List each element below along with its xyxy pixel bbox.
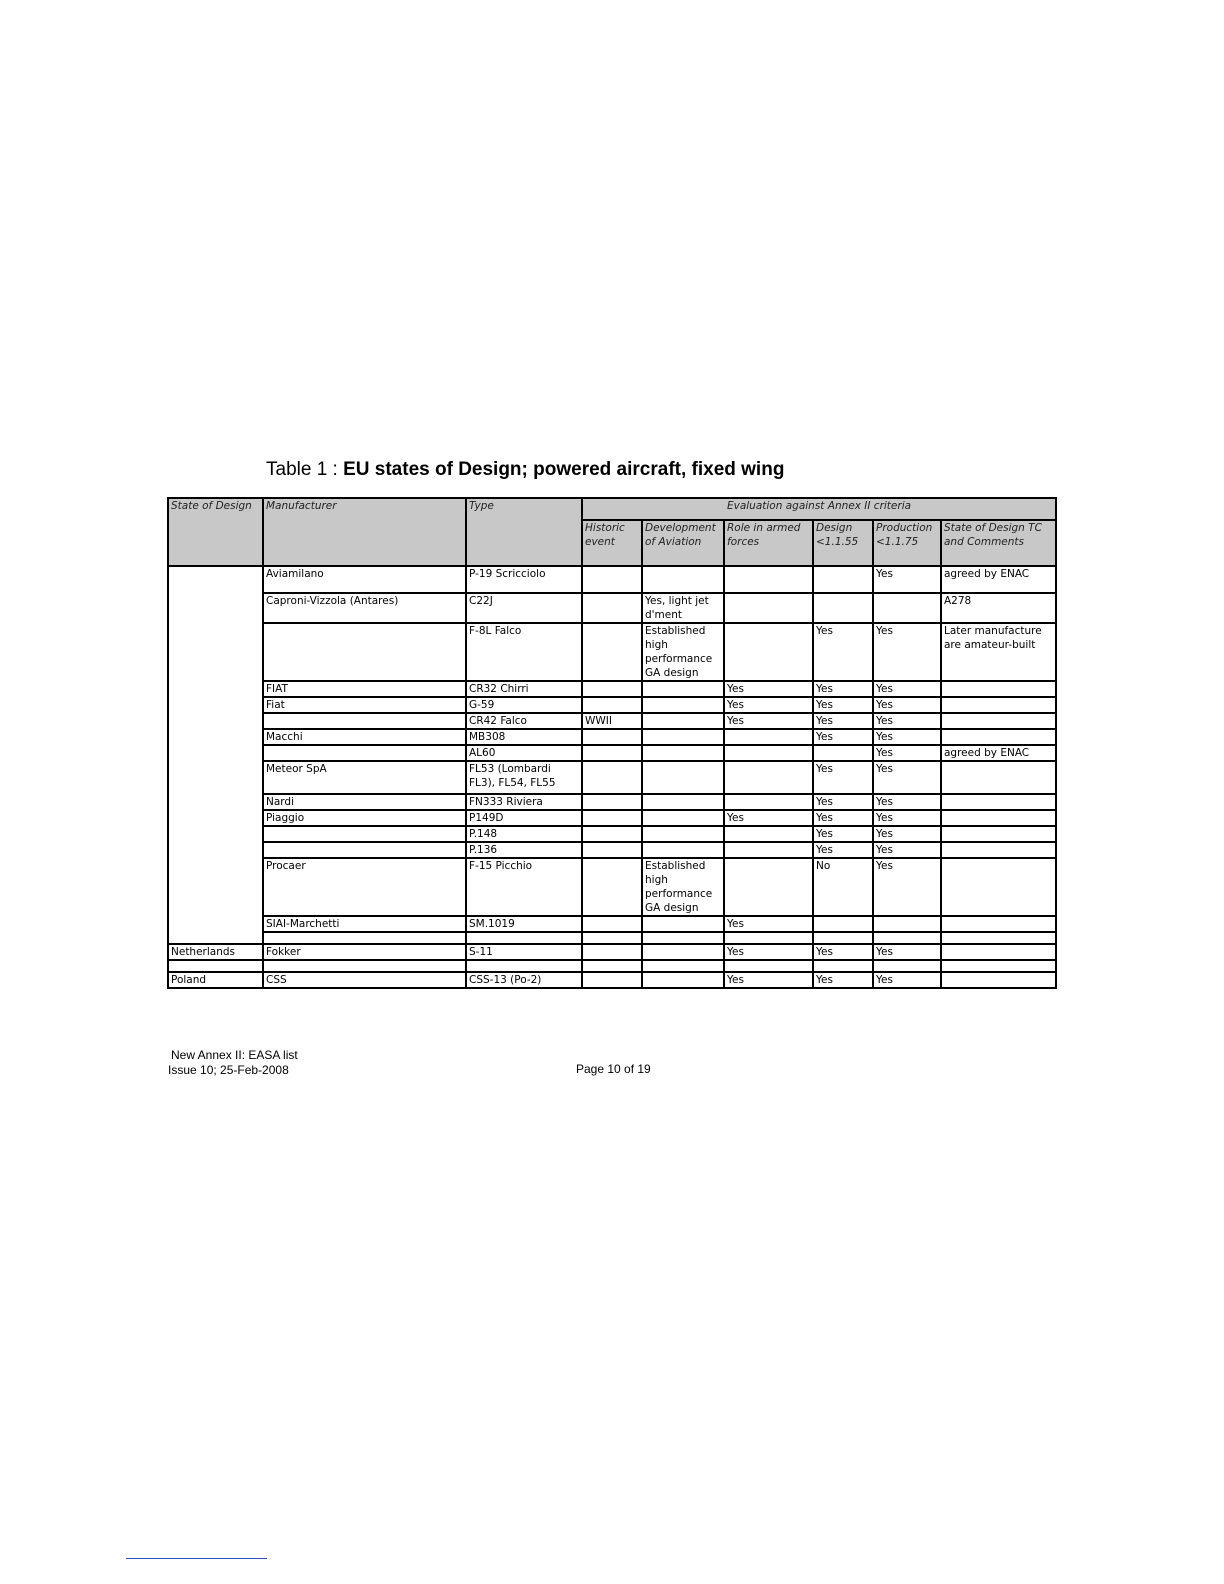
cell-historic xyxy=(582,858,642,916)
cell-type: P.148 xyxy=(466,826,582,842)
cell-type: F-8L Falco xyxy=(466,623,582,681)
cell-manufacturer xyxy=(263,623,466,681)
cell-type: AL60 xyxy=(466,745,582,761)
cell-development xyxy=(642,944,724,960)
table-header xyxy=(168,498,1056,566)
cell-design xyxy=(813,745,873,761)
cell-armed xyxy=(724,729,813,745)
cell-design: Yes xyxy=(813,810,873,826)
cell-armed xyxy=(724,842,813,858)
table-row xyxy=(168,729,1056,745)
table-row xyxy=(168,916,1056,932)
cell-development xyxy=(642,761,724,794)
cell-historic xyxy=(582,810,642,826)
cell-armed: Yes xyxy=(724,916,813,932)
cell-design xyxy=(813,593,873,623)
cell-comments xyxy=(941,972,1056,988)
cell-comments: A278 xyxy=(941,593,1056,623)
cell-manufacturer: SIAI-Marchetti xyxy=(263,916,466,932)
cell-armed xyxy=(724,794,813,810)
state-cell-italy-blank xyxy=(168,566,263,944)
cell-historic xyxy=(582,826,642,842)
cell-comments xyxy=(941,810,1056,826)
cell-development xyxy=(642,697,724,713)
cell-type: FL53 (Lombardi FL3), FL54, FL55 xyxy=(466,761,582,794)
cell-development xyxy=(642,826,724,842)
header-evaluation-group: Evaluation against Annex II criteria xyxy=(582,498,1056,520)
cell-design: Yes xyxy=(813,697,873,713)
table-title-bold: EU states of Design; powered aircraft, fixed wing xyxy=(343,459,785,480)
cell-production: Yes xyxy=(873,713,941,729)
cell-production: Yes xyxy=(873,745,941,761)
cell-type: G-59 xyxy=(466,697,582,713)
header-manufacturer: Manufacturer xyxy=(263,498,466,566)
cell-comments: agreed by ENAC xyxy=(941,745,1056,761)
cell-design xyxy=(813,916,873,932)
cell-manufacturer: Macchi xyxy=(263,729,466,745)
cell-armed: Yes xyxy=(724,944,813,960)
cell-armed: Yes xyxy=(724,972,813,988)
cell-development xyxy=(642,972,724,988)
cell-development: Established high performance GA design xyxy=(642,623,724,681)
table-row xyxy=(168,593,1056,623)
table-row xyxy=(168,826,1056,842)
cell-development xyxy=(642,713,724,729)
cell-comments xyxy=(941,794,1056,810)
cell-historic xyxy=(582,944,642,960)
cell-comments xyxy=(941,842,1056,858)
cell-development: Yes, light jet d'ment xyxy=(642,593,724,623)
cell-type: C22J xyxy=(466,593,582,623)
cell-type: P.136 xyxy=(466,842,582,858)
cell-development xyxy=(642,729,724,745)
cell-production: Yes xyxy=(873,681,941,697)
footer-document-info xyxy=(168,1048,298,1078)
cell-design: Yes xyxy=(813,972,873,988)
table-row xyxy=(168,944,1056,960)
cell-manufacturer: CSS xyxy=(263,972,466,988)
cell-development: Established high performance GA design xyxy=(642,858,724,916)
footer-issue: Issue 10; 25-Feb-2008 xyxy=(168,1063,289,1077)
table-row xyxy=(168,842,1056,858)
cell-type: FN333 Riviera xyxy=(466,794,582,810)
header-role-in-armed-forces: Role in armed forces xyxy=(724,520,813,566)
table-row xyxy=(168,697,1056,713)
cell-armed xyxy=(724,566,813,593)
cell-manufacturer xyxy=(263,826,466,842)
cell-armed: Yes xyxy=(724,681,813,697)
cell-design: No xyxy=(813,858,873,916)
header-historic-event: Historic event xyxy=(582,520,642,566)
cell-production: Yes xyxy=(873,810,941,826)
cell-historic xyxy=(582,916,642,932)
cell-manufacturer: Piaggio xyxy=(263,810,466,826)
cell-development xyxy=(642,794,724,810)
cell-development xyxy=(642,745,724,761)
table-row-blank xyxy=(168,932,1056,944)
cell-armed: Yes xyxy=(724,713,813,729)
table-row xyxy=(168,681,1056,697)
cell-type: CR42 Falco xyxy=(466,713,582,729)
cell-production: Yes xyxy=(873,972,941,988)
header-state-of-design: State of Design xyxy=(168,498,263,566)
table-row xyxy=(168,858,1056,916)
footer-doc-title: New Annex II: EASA list xyxy=(171,1048,298,1062)
cell-production: Yes xyxy=(873,858,941,916)
cell-design xyxy=(813,566,873,593)
cell-comments: agreed by ENAC xyxy=(941,566,1056,593)
table-title xyxy=(266,459,784,481)
cell-type: MB308 xyxy=(466,729,582,745)
table-title-prefix: Table 1 : xyxy=(266,459,344,480)
cell-comments xyxy=(941,729,1056,745)
cell-manufacturer: FIAT xyxy=(263,681,466,697)
cell-production xyxy=(873,916,941,932)
cell-design: Yes xyxy=(813,794,873,810)
cell-armed xyxy=(724,593,813,623)
cell-type: P-19 Scricciolo xyxy=(466,566,582,593)
cell-production: Yes xyxy=(873,842,941,858)
cell-state: Poland xyxy=(168,972,263,988)
cell-development xyxy=(642,842,724,858)
cell-production: Yes xyxy=(873,623,941,681)
cell-production: Yes xyxy=(873,944,941,960)
cell-type: CR32 Chirri xyxy=(466,681,582,697)
header-design-date: Design <1.1.55 xyxy=(813,520,873,566)
annex-table xyxy=(167,497,1057,989)
cell-comments xyxy=(941,944,1056,960)
header-type: Type xyxy=(466,498,582,566)
cell-type: SM.1019 xyxy=(466,916,582,932)
header-development-of-aviation: Development of Aviation xyxy=(642,520,724,566)
cell-historic xyxy=(582,745,642,761)
cell-production: Yes xyxy=(873,761,941,794)
cell-development xyxy=(642,810,724,826)
cell-design: Yes xyxy=(813,842,873,858)
cell-development xyxy=(642,916,724,932)
cell-production: Yes xyxy=(873,826,941,842)
cell-comments xyxy=(941,681,1056,697)
cell-design: Yes xyxy=(813,826,873,842)
cell-comments xyxy=(941,697,1056,713)
cell-manufacturer xyxy=(263,713,466,729)
cell-production xyxy=(873,593,941,623)
cell-type: S-11 xyxy=(466,944,582,960)
cell-manufacturer: Meteor SpA xyxy=(263,761,466,794)
cell-state: Netherlands xyxy=(168,944,263,960)
cell-manufacturer: Fiat xyxy=(263,697,466,713)
footer-page-number: Page 10 of 19 xyxy=(576,1062,651,1076)
cell-manufacturer xyxy=(263,745,466,761)
table-row xyxy=(168,566,1056,593)
cell-historic xyxy=(582,623,642,681)
cell-historic xyxy=(582,593,642,623)
cell-type: CSS-13 (Po-2) xyxy=(466,972,582,988)
cell-design: Yes xyxy=(813,761,873,794)
cell-manufacturer: Fokker xyxy=(263,944,466,960)
cell-armed xyxy=(724,826,813,842)
cell-historic xyxy=(582,729,642,745)
cell-type: P149D xyxy=(466,810,582,826)
cell-historic xyxy=(582,697,642,713)
cell-development xyxy=(642,566,724,593)
header-production-date: Production <1.1.75 xyxy=(873,520,941,566)
cell-historic: WWII xyxy=(582,713,642,729)
cell-production: Yes xyxy=(873,794,941,810)
table-row xyxy=(168,745,1056,761)
table-row xyxy=(168,794,1056,810)
cell-comments xyxy=(941,761,1056,794)
table-row xyxy=(168,713,1056,729)
cell-type: F-15 Picchio xyxy=(466,858,582,916)
table-row-blank xyxy=(168,960,1056,972)
cell-production: Yes xyxy=(873,697,941,713)
cell-comments: Later manufacture are amateur-built xyxy=(941,623,1056,681)
cell-armed xyxy=(724,623,813,681)
cell-armed: Yes xyxy=(724,810,813,826)
cell-comments xyxy=(941,858,1056,916)
cell-design: Yes xyxy=(813,944,873,960)
cell-design: Yes xyxy=(813,729,873,745)
cell-comments xyxy=(941,713,1056,729)
table-row xyxy=(168,761,1056,794)
cell-design: Yes xyxy=(813,681,873,697)
footnote-divider xyxy=(126,1558,267,1559)
cell-manufacturer: Caproni-Vizzola (Antares) xyxy=(263,593,466,623)
cell-armed xyxy=(724,858,813,916)
cell-comments xyxy=(941,916,1056,932)
cell-manufacturer xyxy=(263,842,466,858)
cell-manufacturer: Procaer xyxy=(263,858,466,916)
cell-comments xyxy=(941,826,1056,842)
cell-historic xyxy=(582,566,642,593)
cell-manufacturer: Nardi xyxy=(263,794,466,810)
cell-historic xyxy=(582,761,642,794)
table-row xyxy=(168,972,1056,988)
cell-manufacturer: Aviamilano xyxy=(263,566,466,593)
cell-armed xyxy=(724,761,813,794)
cell-historic xyxy=(582,681,642,697)
cell-historic xyxy=(582,972,642,988)
cell-production: Yes xyxy=(873,566,941,593)
cell-design: Yes xyxy=(813,623,873,681)
table-row xyxy=(168,623,1056,681)
cell-production: Yes xyxy=(873,729,941,745)
cell-historic xyxy=(582,842,642,858)
cell-development xyxy=(642,681,724,697)
table-row xyxy=(168,810,1056,826)
cell-design: Yes xyxy=(813,713,873,729)
cell-historic xyxy=(582,794,642,810)
cell-armed: Yes xyxy=(724,697,813,713)
cell-armed xyxy=(724,745,813,761)
header-comments: State of Design TC and Comments xyxy=(941,520,1056,566)
